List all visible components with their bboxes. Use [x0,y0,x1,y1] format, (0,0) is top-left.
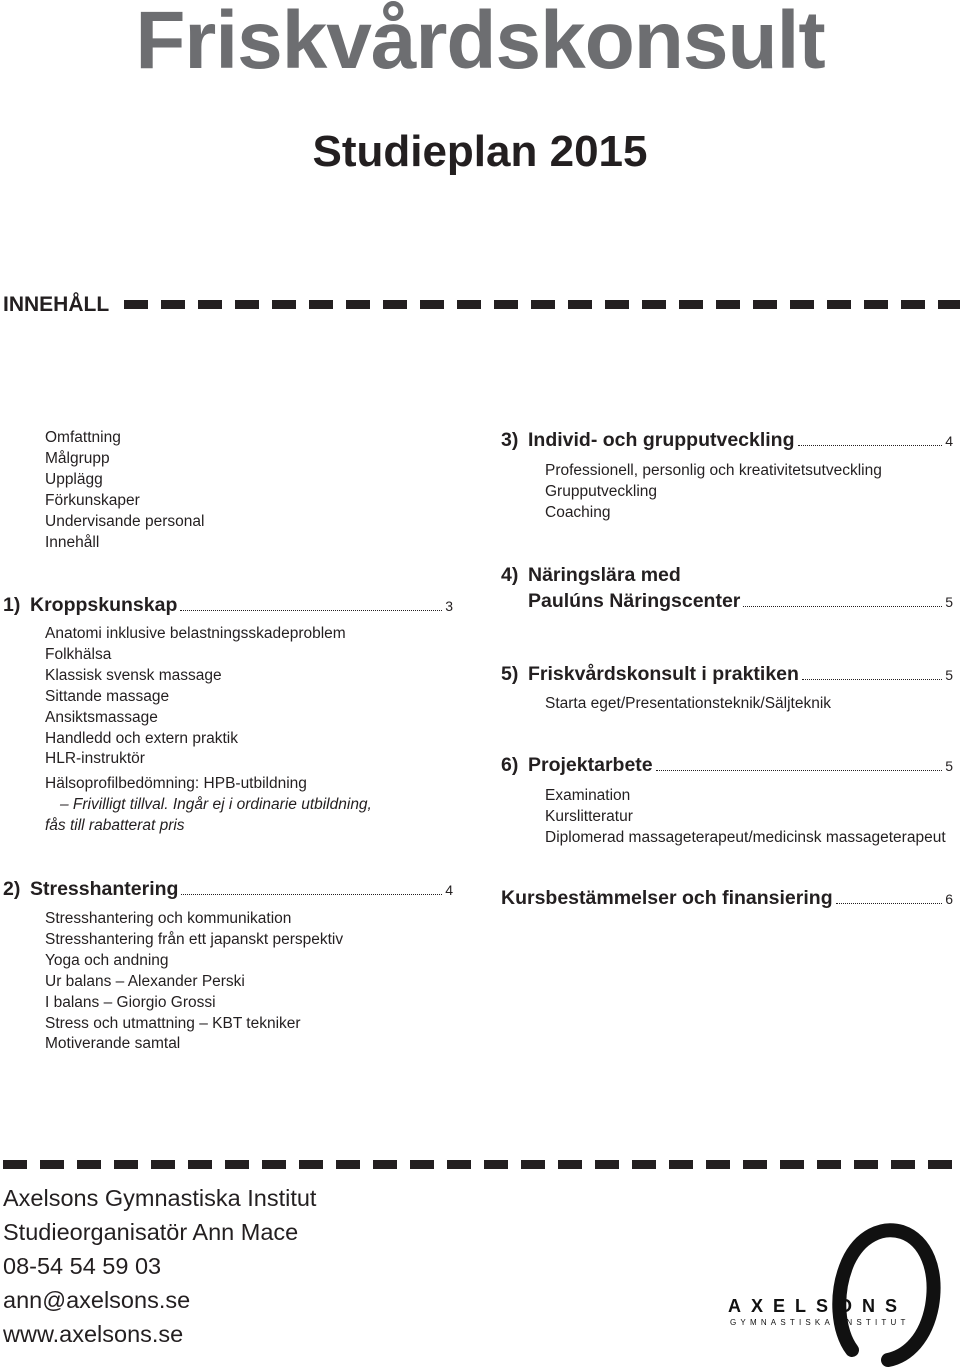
list-item: Anatomi inklusive belastningsskadeproblem [45,625,346,642]
list-item: Coaching [545,503,611,521]
section-title: Friskvårdskonsult i praktiken [528,663,799,685]
intro-item: Målgrupp [45,449,110,467]
list-item: Starta eget/Presentationsteknik/Säljteknik [545,695,832,712]
intro-item: Innehåll [45,533,100,551]
contents-heading: INNEHÅLL [3,293,110,316]
website-address: www.axelsons.se [3,1321,184,1347]
list-item: Ur balans – Alexander Perski [45,972,245,990]
contact-block [3,1181,316,1351]
section-items-praktiken [545,694,831,715]
note-line: – Frivilligt tillval. Ingår ej i ordinarie utbildning, [60,796,372,814]
section-title: Stresshantering [30,878,179,900]
dot-leader [181,894,442,895]
section-heading-kroppskunskap [3,592,453,619]
section-title: Individ- och grupputveckling [528,429,795,451]
section-number: 3) [501,429,519,451]
email-address: ann@axelsons.se [3,1287,191,1313]
list-item: Stress och utmattning – KBT tekniker [45,1014,301,1032]
section-title: Projektarbete [528,754,653,776]
section-page: 5 [945,667,953,683]
logo-wordmark: AXELSONS [728,1296,908,1316]
intro-item: Förkunskaper [45,491,140,509]
section-page: 4 [445,882,453,898]
dot-leader [180,610,442,611]
intro-item: Upplägg [45,470,103,488]
section-items-stresshantering [45,909,343,1055]
footer-dashed-rule [3,1160,960,1169]
document-subtitle: Studieplan 2015 [312,127,648,176]
list-item: Examination [545,787,631,804]
list-item: HLR-instruktör [45,750,145,768]
section-heading-kursbestammelser [501,885,953,912]
intro-item: Omfattning [45,429,121,446]
section-heading-individ [501,427,953,454]
list-item: Sittande massage [45,687,170,705]
section-title-line1: Näringslära med [528,564,681,586]
dot-leader [798,445,943,446]
document-title: Friskvårdskonsult [135,0,825,86]
section-items-kroppskunskap [45,624,372,837]
section-number: 5) [501,663,519,685]
section-number: 2) [3,878,21,900]
section-page: 3 [445,598,453,614]
list-item: Hälsoprofilbedömning: HPB-utbildning [45,775,307,793]
list-item: Professionell, personlig och kreativitetsutveckling [545,462,882,479]
dot-leader [836,903,943,904]
list-item: Folkhälsa [45,645,112,663]
organizer-name: Studieorganisatör Ann Mace [3,1219,299,1245]
list-item: Stresshantering och kommunikation [45,910,292,927]
section-number: 6) [501,754,519,776]
logo-ring-icon [726,1222,960,1368]
intro-item: Undervisande personal [45,512,205,530]
logo-tagline: GYMNASTISKA INSTITUT [730,1318,910,1327]
section-page: 5 [945,758,953,774]
section-items-projektarbete [545,786,946,849]
institute-name: Axelsons Gymnastiska Institut [3,1185,317,1211]
list-item: Ansiktsmassage [45,708,158,726]
list-item: Grupputveckling [545,482,658,500]
contents-dashed-rule [124,300,960,309]
list-item: Kurslitteratur [545,807,633,825]
axelsons-logo [726,1222,960,1368]
section-items-individ [545,461,882,524]
section-page: 5 [945,594,953,610]
dot-leader [802,679,942,680]
section-heading-naringslara [501,588,953,615]
section-number: 4) [501,564,519,586]
dot-leader [656,770,943,771]
section-page: 4 [945,433,953,449]
list-item: Yoga och andning [45,951,169,969]
list-item: Klassisk svensk massage [45,666,222,684]
note-line: fås till rabatterat pris [45,817,185,835]
list-item: I balans – Giorgio Grossi [45,993,216,1011]
section-title: Paulúns Näringscenter [528,590,741,612]
section-title: Kroppskunskap [30,594,178,616]
section-heading-praktiken [501,661,953,688]
section-number: 1) [3,594,21,616]
section-heading-stresshantering [3,876,453,903]
section-heading-projektarbete [501,752,953,779]
section-title: Kursbestämmelser och finansiering [501,887,833,909]
list-item: Handledd och extern praktik [45,729,239,747]
intro-list [45,428,204,553]
section-page: 6 [945,891,953,907]
phone-number: 08-54 54 59 03 [3,1253,162,1279]
section-heading-naringslara-line1 [501,562,953,588]
list-item: Diplomerad massageterapeut/medicinsk massageterapeut [545,828,946,846]
list-item: Motiverande samtal [45,1035,181,1053]
list-item: Stresshantering från ett japanskt perspektiv [45,930,344,948]
dot-leader [743,606,942,607]
